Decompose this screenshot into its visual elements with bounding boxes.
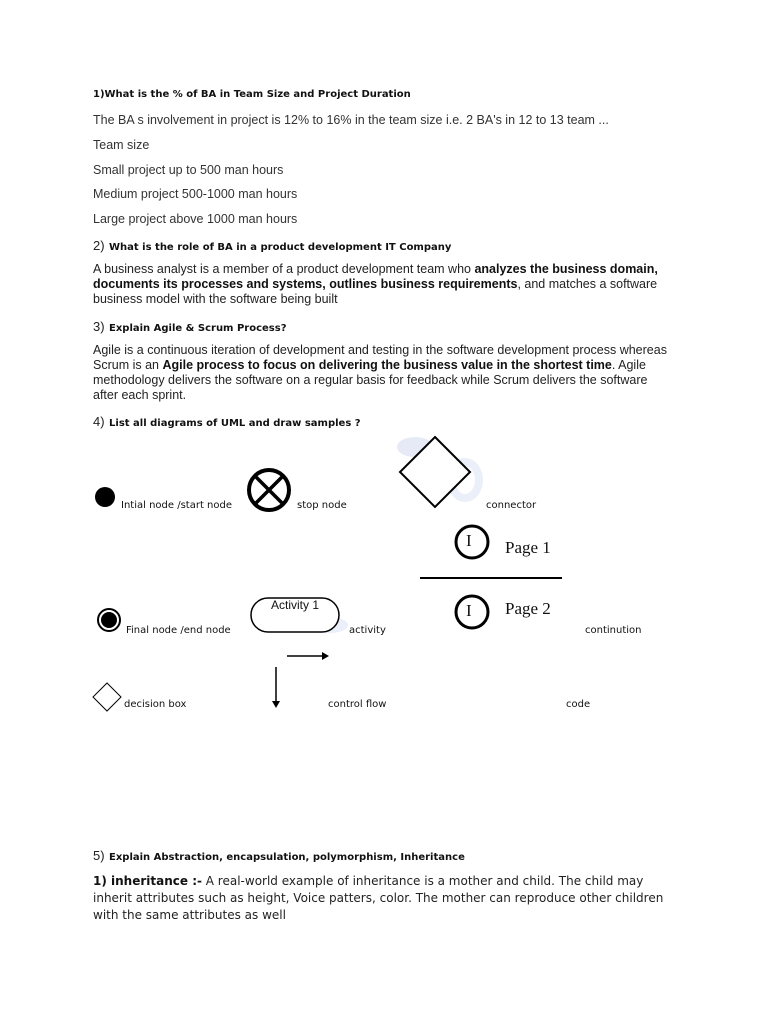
activity-box-label: Activity 1 xyxy=(270,598,319,612)
control-flow-down-arrow-icon xyxy=(272,667,280,708)
decision-box-icon xyxy=(93,683,121,711)
label-control-flow: control flow xyxy=(328,699,387,710)
q3-heading xyxy=(93,318,287,336)
q3-answer-part2: . Agile methodology delivers the software on a regular basis for feedback while Scrum delivers the software after each sprint. xyxy=(93,358,648,402)
page2-letter: I xyxy=(466,601,472,620)
inheritance-text: A real-world example of inheritance is a mother and child. The child may inherit attributes such as height, Voice patters, color. The mother can reproduce other children with the same attributes as well xyxy=(93,874,664,922)
q5-number: 5) xyxy=(93,848,105,863)
q5-heading xyxy=(93,847,465,865)
q4-title: List all diagrams of UML and draw samples ? xyxy=(109,418,361,429)
label-code: code xyxy=(566,699,591,710)
label-activity: activity xyxy=(349,625,386,636)
q2-title: What is the role of BA in a product development IT Company xyxy=(109,242,452,253)
q1-line-small: Small project up to 500 man hours xyxy=(93,163,284,177)
q3-answer-bold: Agile process to focus on delivering the business value in the shortest time xyxy=(162,358,612,372)
inheritance-paragraph xyxy=(93,873,683,924)
label-stop-node: stop node xyxy=(297,500,347,511)
stop-node-icon xyxy=(249,470,289,510)
uml-symbols-canvas xyxy=(0,425,768,725)
q1-answer: The BA s involvement in project is 12% to 16% in the team size i.e. 2 BA's in 12 to 13 team ... xyxy=(93,113,609,127)
q3-answer-part1: Agile is a continuous iteration of development and testing in the software development process whereas Scrum is an xyxy=(93,343,667,372)
q2-heading xyxy=(93,237,451,255)
label-connector: connector xyxy=(486,500,537,511)
label-final-node: Final node /end node xyxy=(126,625,231,636)
q2-number: 2) xyxy=(93,238,105,253)
q2-answer-part2: , and matches a software business model with the software being built xyxy=(93,277,658,306)
q4-number: 4) xyxy=(93,414,105,429)
page1-label: Page 1 xyxy=(505,538,551,557)
label-continuation: continution xyxy=(585,625,642,636)
q2-answer-bold: analyzes the business domain, documents its processes and systems, outlines business requirements xyxy=(93,262,658,291)
control-flow-right-arrow-icon xyxy=(287,652,329,660)
page1-letter: I xyxy=(466,531,472,550)
q2-answer xyxy=(93,262,693,307)
label-start-node: Intial node /start node xyxy=(121,500,233,511)
start-node-icon xyxy=(95,487,115,507)
q2-answer-part1: A business analyst is a member of a product development team who xyxy=(93,262,475,276)
page2-circle-icon xyxy=(456,596,488,628)
q1-line-team-size: Team size xyxy=(93,138,150,152)
page1-circle-icon xyxy=(456,526,488,558)
label-decision-box: decision box xyxy=(124,699,187,710)
q3-number: 3) xyxy=(93,319,105,334)
inheritance-heading: 1) inheritance :- xyxy=(93,874,202,888)
page2-label: Page 2 xyxy=(505,599,551,618)
q1-line-large: Large project above 1000 man hours xyxy=(93,212,298,226)
q1-heading: 1)What is the % of BA in Team Size and Project Duration xyxy=(93,89,411,100)
q5-title: Explain Abstraction, encapsulation, polymorphism, Inheritance xyxy=(109,852,465,863)
final-node-icon xyxy=(98,609,120,631)
q3-title: Explain Agile & Scrum Process? xyxy=(109,323,287,334)
q3-answer xyxy=(93,343,673,403)
q1-line-medium: Medium project 500-1000 man hours xyxy=(93,187,298,201)
